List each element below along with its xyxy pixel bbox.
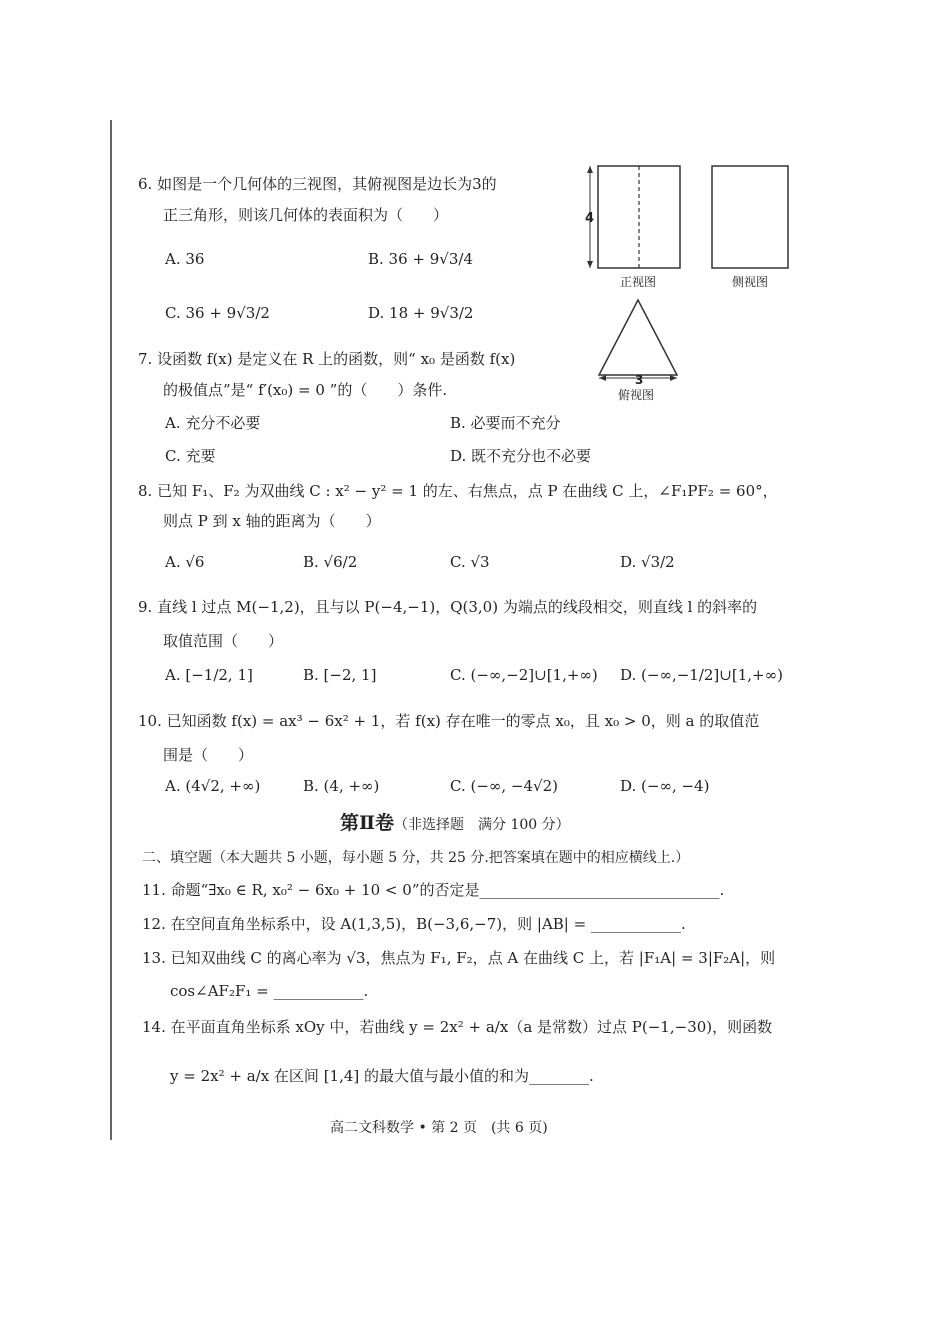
part2-heading <box>340 808 570 835</box>
q9-option-b: B. [−2, 1] <box>303 666 377 684</box>
q8-option-d: D. √3/2 <box>620 553 675 571</box>
q9-option-a: A. [−1/2, 1] <box>165 666 253 684</box>
q6-option-c: C. 36 + 9√3/2 <box>165 304 270 322</box>
q13-line1: 13. 已知双曲线 C 的离心率为 √3，焦点为 F₁, F₂，点 A 在曲线 C 上，若 |F₁A| = 3|F₂A|，则 <box>142 949 776 967</box>
q14-line1: 14. 在平面直角坐标系 xOy 中，若曲线 y = 2x² + a/x（a 是常数）过点 P(−1,−30)，则函数 <box>142 1018 773 1036</box>
page-margin-line <box>110 120 112 1140</box>
q6-stem-line1: 6. 如图是一个几何体的三视图，其俯视图是边长为3的 <box>138 175 497 193</box>
q7-option-d: D. 既不充分也不必要 <box>450 447 592 465</box>
q7-stem-line1: 7. 设函数 f(x) 是定义在 R 上的函数，则“ x₀ 是函数 f(x) <box>138 350 516 368</box>
front-view <box>585 166 680 289</box>
front-view-label: 正视图 <box>620 275 657 289</box>
q6-option-d: D. 18 + 9√3/2 <box>368 304 474 322</box>
q7-option-c: C. 充要 <box>165 447 216 465</box>
q9-option-c: C. (−∞,−2]∪[1,+∞) <box>450 666 598 684</box>
q10-option-d: D. (−∞, −4) <box>620 777 710 795</box>
q8-stem-line1: 8. 已知 F₁、F₂ 为双曲线 C : x² − y² = 1 的左、右焦点，点 P 在曲线 C 上，∠F₁PF₂ = 60°， <box>138 482 778 500</box>
q12-text: 12. 在空间直角坐标系中，设 A(1,3,5)，B(−3,6,−7)，则 |AB| = ____________. <box>142 915 686 933</box>
q6-stem-line2: 正三角形，则该几何体的表面积为（ ） <box>163 206 449 224</box>
q10-option-c: C. (−∞, −4√2) <box>450 777 558 795</box>
part2-title: 第Ⅱ卷 <box>340 812 395 834</box>
q8-option-c: C. √3 <box>450 553 490 571</box>
q11-text: 11. 命题“∃x₀ ∈ R, x₀² − 6x₀ + 10 < 0”的否定是________________________________. <box>142 881 725 899</box>
q9-option-d: D. (−∞,−1/2]∪[1,+∞) <box>620 666 783 684</box>
q10-option-a: A. (4√2, +∞) <box>165 777 261 795</box>
side-view <box>712 166 788 289</box>
part2-note: （非选择题 满分 100 分） <box>394 817 570 833</box>
q10-stem-line1: 10. 已知函数 f(x) = ax³ − 6x² + 1，若 f(x) 存在唯一的零点 x₀，且 x₀ > 0，则 a 的取值范 <box>138 712 760 730</box>
q8-stem-line2: 则点 P 到 x 轴的距离为（ ） <box>163 512 381 530</box>
top-view <box>599 300 677 402</box>
q8-option-b: B. √6/2 <box>303 553 358 571</box>
q13-line2: cos∠AF₂F₁ = ____________. <box>170 982 369 1000</box>
three-view-figure <box>580 160 800 410</box>
q6-option-b: B. 36 + 9√3/4 <box>368 250 473 268</box>
q6-option-a: A. 36 <box>165 250 205 268</box>
q7-option-a: A. 充分不必要 <box>165 414 261 432</box>
q8-option-a: A. √6 <box>165 553 205 571</box>
side-view-label: 侧视图 <box>732 275 769 289</box>
q7-stem-line2: 的极值点”是“ f′(x₀) = 0 ”的（ ）条件. <box>163 381 448 399</box>
q10-option-b: B. (4, +∞) <box>303 777 380 795</box>
q14-line2: y = 2x² + a/x 在区间 [1,4] 的最大值与最小值的和为________. <box>170 1067 594 1085</box>
height-label: 4 <box>585 211 595 226</box>
q7-option-b: B. 必要而不充分 <box>450 414 561 432</box>
q9-stem-line1: 9. 直线 l 过点 M(−1,2)，且与以 P(−4,−1)，Q(3,0) 为端点的线段相交，则直线 l 的斜率的 <box>138 598 758 616</box>
page-footer: 高二文科数学 • 第 2 页 (共 6 页) <box>330 1120 548 1136</box>
q10-stem-line2: 围是（ ） <box>163 746 254 764</box>
section2-heading: 二、填空题（本大题共 5 小题，每小题 5 分，共 25 分.把答案填在题中的相应横线上.） <box>142 850 690 866</box>
width-label: 3 <box>635 373 644 387</box>
top-view-label: 俯视图 <box>618 388 655 402</box>
q9-stem-line2: 取值范围（ ） <box>163 632 284 650</box>
